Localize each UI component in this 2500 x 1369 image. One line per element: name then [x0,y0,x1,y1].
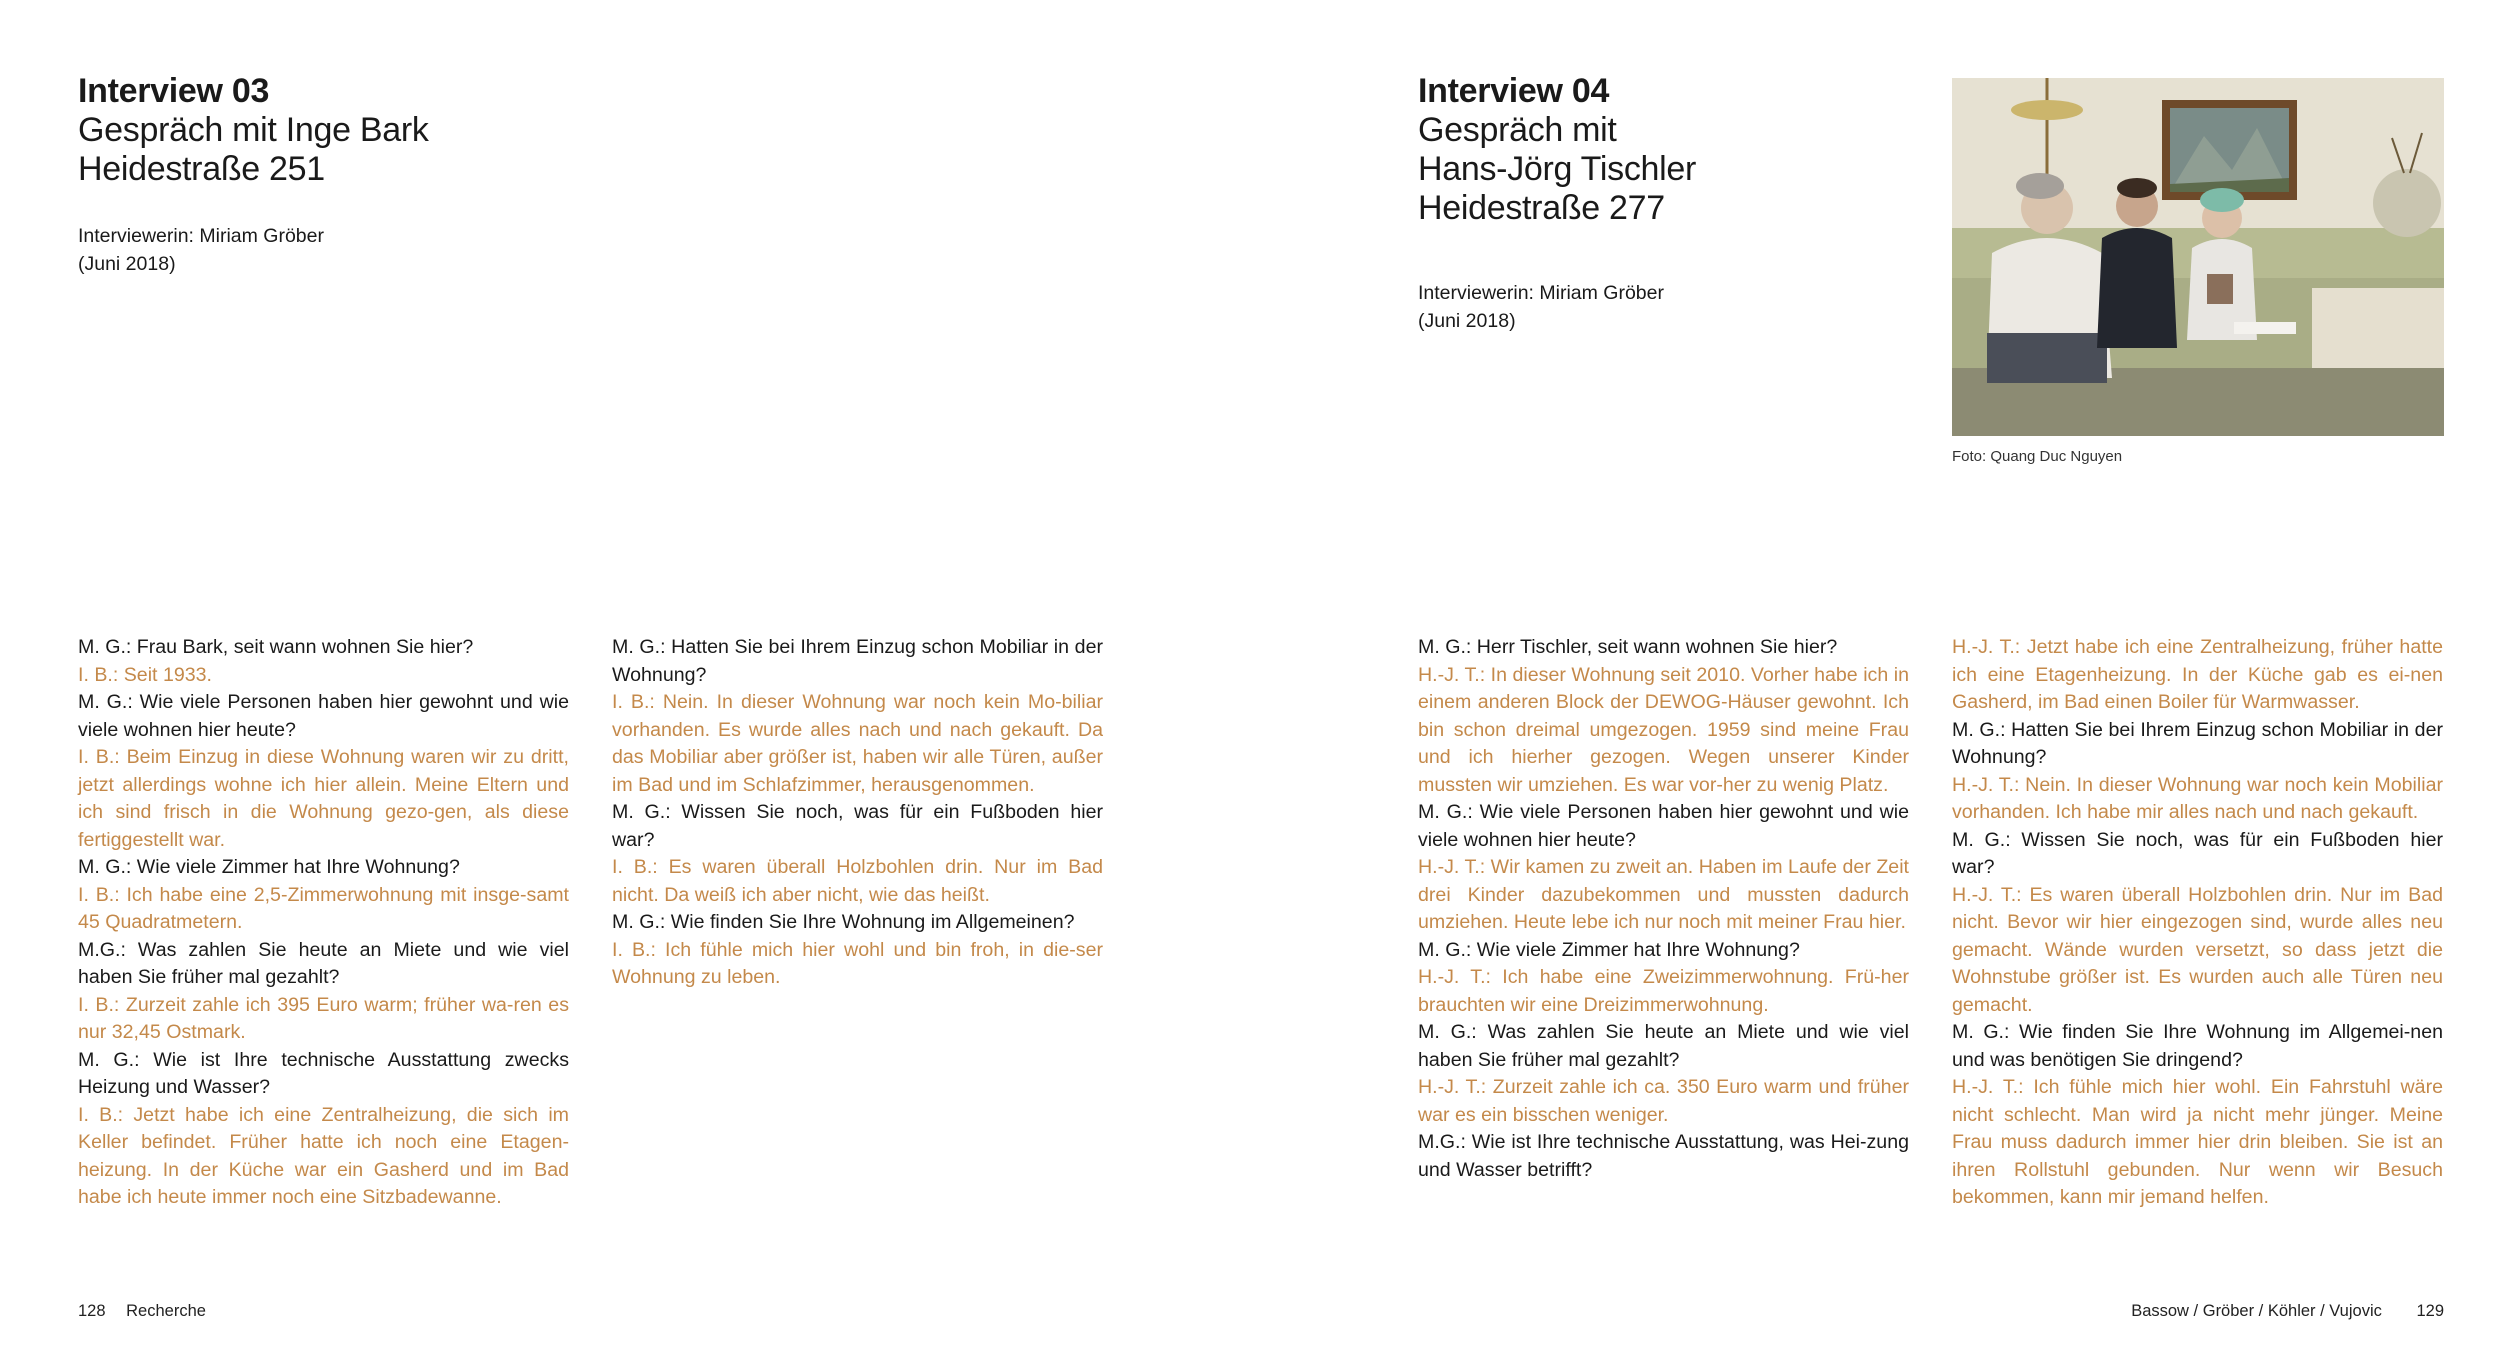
interview-answer: H.-J. T.: In dieser Wohnung seit 2010. Vorher habe ich in einem anderen Block der DEWOG-Häuser gewohnt. Ich bin schon dreimal umgezogen. 1959 sind meine Frau und ich hierher gezogen. Wegen unserer Kinder mussten wir umziehen. Es war vor-her zu wenig Platz. [1418,663,1909,796]
interview-03-meta [78,223,698,278]
interview-question: M. G.: Hatten Sie bei Ihrem Einzug schon Mobiliar in der Wohnung? [612,636,1103,686]
section-name: Recherche [126,1302,206,1320]
interview-question: M. G.: Wie viele Zimmer hat Ihre Wohnung? [78,856,460,878]
interview-question: M.G.: Was zahlen Sie heute an Miete und wie viel haben Sie früher mal gezahlt? [78,938,569,988]
interview-answer: H.-J. T.: Jetzt habe ich eine Zentralheizung, früher hatte ich eine Etagenheizung. In der Küche gab es ei-nen Gasherd, im Bad einen Boiler für Warmwasser. [1952,636,2443,713]
interview-answer: I. B.: Nein. In dieser Wohnung war noch kein Mo-biliar vorhanden. Es wurde alles nach und nach gekauft. Da das Mobiliar aber größer ist, haben wir alle Türen, außer im Bad und im Schlafzimmer, herausgenommen. [612,691,1103,796]
interview-answer: H.-J. T.: Ich fühle mich hier wohl. Ein Fahrstuhl wäre nicht schlecht. Man wird ja nicht mehr jünger. Meine Frau muss dadurch immer hier drin bleiben. Sie ist an ihren Rollstuhl gebunden. Nur wenn wir Besuch bekommen, kann mir jemand helfen. [1952,1076,2443,1208]
interview-03-column-2 [612,634,1103,992]
interview-03-number: Interview 03 [78,72,270,110]
page-number-left: 128 [78,1302,106,1320]
interview-04-interviewer: Interviewerin: Miriam Gröber [1418,282,1664,304]
authors: Bassow / Gröber / Köhler / Vujovic [2131,1302,2382,1320]
interview-question: M. G.: Wie finden Sie Ihre Wohnung im Allgemeinen? [612,911,1075,933]
interview-answer: I. B.: Ich habe eine 2,5-Zimmerwohnung mit insge-samt 45 Quadratmetern. [78,883,569,933]
footer-right [2131,1302,2444,1321]
interview-answer: I. B.: Jetzt habe ich eine Zentralheizung, die sich im Keller befindet. Früher hatte ich noch eine Etagen-heizung. In der Küche war ein Gasherd und im Bad habe ich heute immer noch eine Sitzbadewanne. [78,1103,569,1208]
interview-04-column-2 [1952,634,2443,1212]
interview-answer: I. B.: Ich fühle mich hier wohl und bin froh, in die-ser Wohnung zu leben. [612,938,1103,988]
interview-answer: I. B.: Beim Einzug in diese Wohnung waren wir zu dritt, jetzt allerdings wohne ich hier allein. Meine Eltern und ich sind frisch in die Wohnung gezo-gen, als diese fertiggestellt war. [78,746,569,851]
interview-04-column-1 [1418,634,1909,1184]
interview-03-address: Heidestraße 251 [78,150,325,188]
interview-answer: H.-J. T.: Wir kamen zu zweit an. Haben im Laufe der Zeit drei Kinder dazubekommen und mussten dadurch umziehen. Heute lebe ich nur noch mit meiner Frau hier. [1418,856,1909,933]
interview-answer: I. B.: Es waren überall Holzbohlen drin. Nur im Bad nicht. Da weiß ich aber nicht, wie das heißt. [612,856,1103,906]
interview-question: M. G.: Wie ist Ihre technische Ausstattung zwecks Heizung und Wasser? [78,1048,569,1098]
interview-question: M. G.: Wie finden Sie Ihre Wohnung im Allgemei-nen und was benötigen Sie dringend? [1952,1021,2443,1071]
photo-credit: Foto: Quang Duc Nguyen [1952,448,2123,465]
interview-question: M. G.: Was zahlen Sie heute an Miete und wie viel haben Sie früher mal gezahlt? [1418,1021,1909,1071]
interview-answer: I. B.: Zurzeit zahle ich 395 Euro warm; früher wa-ren es nur 32,45 Ostmark. [78,993,569,1043]
interview-question: M. G.: Herr Tischler, seit wann wohnen Sie hier? [1418,636,1838,658]
interview-04-address: Heidestraße 277 [1418,189,1665,227]
interview-03-date: (Juni 2018) [78,252,176,275]
interview-question: M.G.: Wie ist Ihre technische Ausstattung, was Hei-zung und Wasser betrifft? [1418,1131,1909,1181]
interview-question: M. G.: Wie viele Personen haben hier gewohnt und wie viele wohnen hier heute? [1418,801,1909,851]
interview-answer: H.-J. T.: Nein. In dieser Wohnung war noch kein Mobiliar vorhanden. Ich habe mir alles nach und nach gekauft. [1952,773,2443,823]
interview-question: M. G.: Wissen Sie noch, was für ein Fußboden hier war? [1952,828,2443,878]
page-number-right: 129 [2416,1302,2444,1320]
interview-04-date: (Juni 2018) [1418,309,1516,332]
interview-04-title: Gespräch mit [1418,111,1617,149]
footer-left [78,1302,206,1321]
interview-03-column-1 [78,634,569,1212]
interview-03-interviewer: Interviewerin: Miriam Gröber [78,225,324,247]
interview-question: M. G.: Wissen Sie noch, was für ein Fußboden hier war? [612,801,1103,851]
interview-answer: H.-J. T.: Es waren überall Holzbohlen drin. Nur im Bad nicht. Bevor wir hier eingezogen sind, wurde alles neu gemacht. Wände wurden versetzt, so dass jetzt die Wohnstube größer ist. Es wurden auch alle Türen neu gemacht. [1952,883,2443,1016]
interview-answer: H.-J. T.: Zurzeit zahle ich ca. 350 Euro warm und früher war es ein bisschen weniger. [1418,1076,1909,1126]
interview-04-header [1418,72,1938,335]
interview-question: M. G.: Wie viele Zimmer hat Ihre Wohnung? [1418,938,1800,961]
interview-04-meta [1418,280,1938,335]
interview-answer: I. B.: Seit 1933. [78,663,212,686]
interview-answer: H.-J. T.: Ich habe eine Zweizimmerwohnung. Frü-her brauchten wir eine Dreizimmerwohnung. [1418,966,1909,1016]
interview-photo [1952,78,2444,436]
interview-question: M. G.: Frau Bark, seit wann wohnen Sie hier? [78,636,474,658]
interview-question: M. G.: Hatten Sie bei Ihrem Einzug schon Mobiliar in der Wohnung? [1952,718,2443,768]
photo-illustration [1952,78,2444,436]
interview-04-number: Interview 04 [1418,72,1610,110]
interview-question: M. G.: Wie viele Personen haben hier gewohnt und wie viele wohnen hier heute? [78,691,569,741]
interview-03-title: Gespräch mit Inge Bark [78,111,429,149]
interview-03-header [78,72,698,278]
interview-04-name: Hans-Jörg Tischler [1418,150,1697,188]
